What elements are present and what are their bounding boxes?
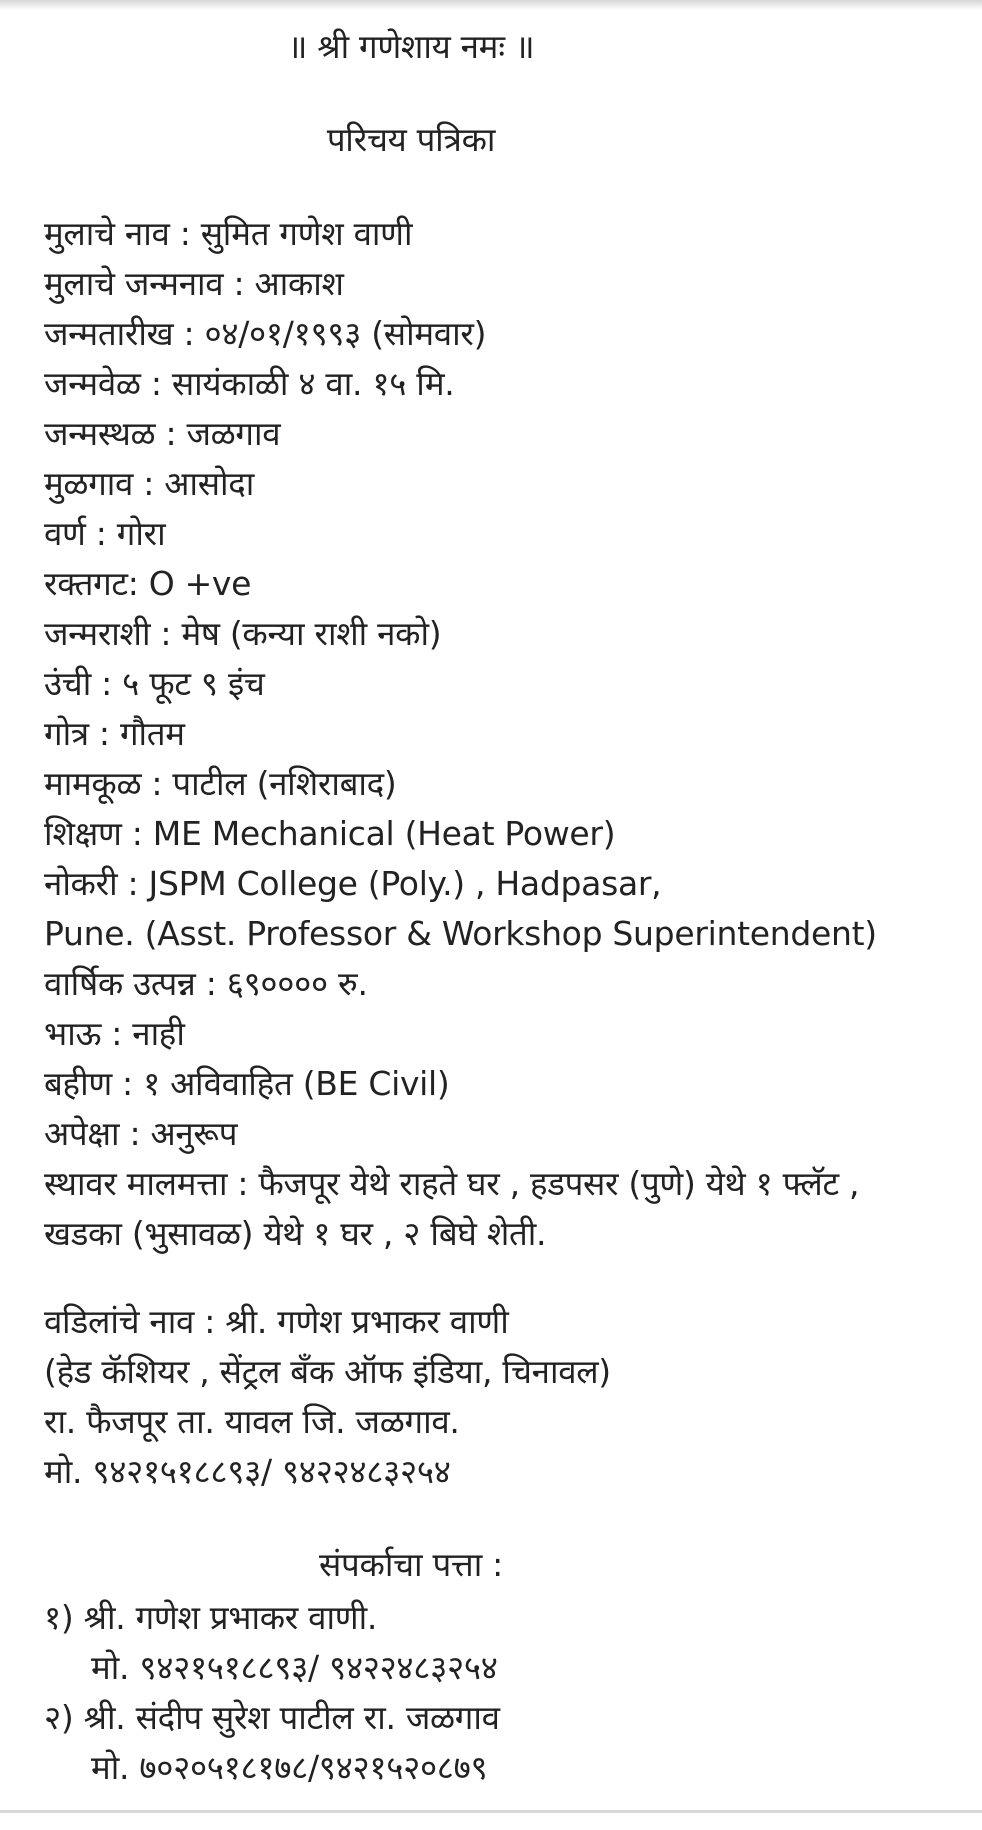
father-phone: मो. ९४२१५१८८९३/ ९४२२४८३२५४ [44,1452,451,1491]
contact-2-phone: मो. ७०२०५१८१७८/९४२१५२०८७९ [91,1748,488,1787]
detail-name: मुलाचे नाव : सुमित गणेश वाणी [44,214,413,253]
top-shadow [0,0,982,10]
detail-zodiac: जन्मराशी : मेष (कन्या राशी नको) [44,614,442,653]
father-residence: रा. फैजपूर ता. यावल जि. जळगाव. [44,1402,460,1441]
detail-property: स्थावर मालमत्ता : फैजपूर येथे राहते घर , हडपसर (पुणे) येथे १ फ्लॅट , [44,1164,860,1203]
detail-maternal-family: मामकूळ : पाटील (नशिराबाद) [44,764,397,803]
detail-job: नोकरी : JSPM College (Poly.) , Hadpasar, [44,864,662,903]
detail-blood-group: रक्तगट: O +ve [44,564,252,603]
detail-gotra: गोत्र : गौतम [44,714,185,753]
detail-height: उंची : ५ फूट ९ इंच [44,664,265,703]
detail-brother: भाऊ : नाही [44,1014,185,1053]
detail-birth-time: जन्मवेळ : सायंकाळी ४ वा. १५ मि. [44,364,455,403]
contact-1-phone: मो. ९४२१५१८८९३/ ९४२२४८३२५४ [91,1648,498,1687]
detail-birth-name: मुलाचे जन्मनाव : आकाश [44,264,344,303]
contact-1-name: १) श्री. गणेश प्रभाकर वाणी. [44,1598,378,1637]
detail-sister: बहीण : १ अविवाहित (BE Civil) [44,1064,450,1103]
father-occupation: (हेड कॅशियर , सेंट्रल बँक ऑफ इंडिया, चिनावल) [44,1352,611,1391]
detail-annual-income: वार्षिक उत्पन्न : ६९०००० रु. [44,964,368,1003]
contact-heading: संपर्काचा पत्ता : [319,1545,503,1584]
detail-birth-place: जन्मस्थळ : जळगाव [44,414,281,453]
detail-education: शिक्षण : ME Mechanical (Heat Power) [44,814,616,853]
father-name: वडिलांचे नाव : श्री. गणेश प्रभाकर वाणी [44,1302,509,1341]
document-title: परिचय पत्रिका [326,120,496,159]
detail-native-place: मुळगाव : आसोदा [44,464,255,503]
detail-complexion: वर्ण : गोरा [44,514,166,553]
detail-property-continued: खडका (भुसावळ) येथे १ घर , २ बिघे शेती. [44,1214,547,1253]
bottom-divider [0,1810,982,1813]
detail-expectation: अपेक्षा : अनुरूप [44,1114,238,1153]
invocation: ॥ श्री गणेशाय नमः ॥ [287,27,535,66]
detail-job-continued: Pune. (Asst. Professor & Workshop Superintendent) [44,914,877,953]
contact-2-name: २) श्री. संदीप सुरेश पाटील रा. जळगाव [44,1698,500,1737]
detail-birth-date: जन्मतारीख : ०४/०१/१९९३ (सोमवार) [44,314,487,353]
